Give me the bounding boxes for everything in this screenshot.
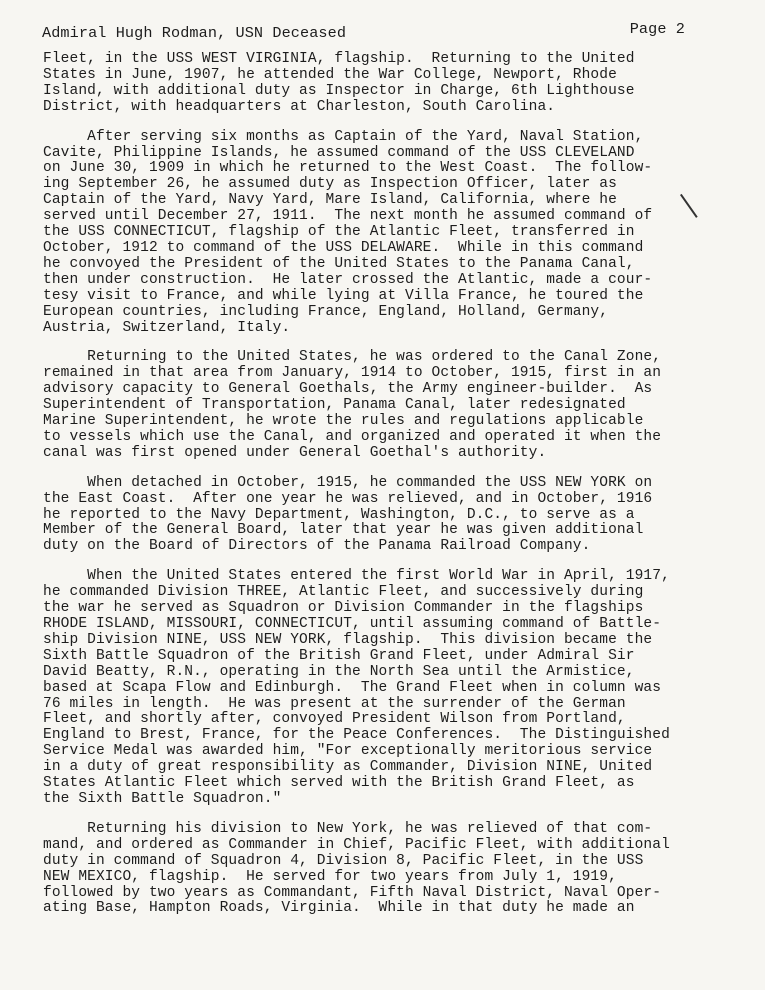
text-line: followed by two years as Commandant, Fifth Naval District, Naval Oper- (43, 884, 662, 901)
text-line: based at Scapa Flow and Edinburgh. The Grand Fleet when in column was (43, 679, 662, 696)
text-line: October, 1912 to command of the USS DELAWARE. While in this command (43, 239, 644, 256)
paragraph-6 (43, 822, 703, 917)
text-line: European countries, including France, England, Holland, Germany, (43, 303, 609, 320)
header-title: Admiral Hugh Rodman, USN Deceased (42, 24, 347, 42)
text-line: ating Base, Hampton Roads, Virginia. While in that duty he made an (43, 900, 635, 917)
text-line: duty on the Board of Directors of the Panama Railroad Company. (43, 538, 591, 555)
text-line: on June 30, 1909 in which he returned to the West Coast. The follow- (43, 160, 653, 177)
text-line: then under construction. He later crossed the Atlantic, made a cour- (43, 271, 653, 288)
text-line: Member of the General Board, later that year he was given additional (43, 522, 644, 539)
text-line: Sixth Battle Squadron of the British Grand Fleet, under Admiral Sir (43, 647, 635, 664)
text-line: ship Division NINE, USS NEW YORK, flagship. This division became the (43, 631, 653, 648)
text-line: remained in that area from January, 1914 to October, 1915, first in an (43, 365, 662, 382)
text-line: Marine Superintendent, he wrote the rules and regulations applicable (43, 413, 644, 430)
text-line: NEW MEXICO, flagship. He served for two years from July 1, 1919, (43, 868, 617, 885)
text-line: he convoyed the President of the United States to the Panama Canal, (43, 255, 635, 272)
text-line: Returning his division to New York, he was relieved of that com- (43, 820, 653, 837)
text-line: Fleet, and shortly after, convoyed President Wilson from Portland, (43, 711, 626, 728)
document-body (43, 52, 703, 931)
text-line: to vessels which use the Canal, and organized and operated it when the (43, 428, 662, 445)
text-line: in a duty of great responsibility as Commander, Division NINE, United (43, 759, 653, 776)
text-line: Island, with additional duty as Inspector in Charge, 6th Lighthouse (43, 82, 635, 99)
text-line: District, with headquarters at Charleston, South Carolina. (43, 98, 556, 115)
text-line: ing September 26, he assumed duty as Inspection Officer, later as (43, 176, 617, 193)
text-line: When the United States entered the first World War in April, 1917, (43, 568, 670, 585)
text-line: Fleet, in the USS WEST VIRGINIA, flagship. Returning to the United (43, 51, 635, 67)
paragraph-4 (43, 476, 703, 556)
text-line: canal was first opened under General Goethal's authority. (43, 444, 547, 461)
text-line: Cavite, Philippine Islands, he assumed command of the USS CLEVELAND (43, 144, 635, 161)
text-line: England to Brest, France, for the Peace Conferences. The Distinguished (43, 727, 670, 744)
text-line: After serving six months as Captain of the Yard, Naval Station, (43, 128, 644, 145)
text-line: States Atlantic Fleet which served with the British Grand Fleet, as (43, 775, 635, 792)
text-line: Service Medal was awarded him, "For exceptionally meritorious service (43, 743, 653, 760)
paragraph-3 (43, 350, 703, 461)
text-line: Austria, Switzerland, Italy. (43, 319, 291, 336)
text-line: the Sixth Battle Squadron." (43, 790, 282, 807)
paragraph-5 (43, 569, 703, 808)
text-line: tesy visit to France, and while lying at Villa France, he toured the (43, 287, 644, 304)
text-line: Superintendent of Transportation, Panama Canal, later redesignated (43, 397, 626, 414)
text-line: served until December 27, 1911. The next month he assumed command of (43, 208, 653, 225)
paragraph-1 (43, 52, 703, 116)
page-number: Page 2 (629, 20, 685, 38)
text-line: David Beatty, R.N., operating in the North Sea until the Armistice, (43, 663, 635, 680)
text-line: Returning to the United States, he was ordered to the Canal Zone, (43, 349, 662, 366)
paragraph-2 (43, 130, 703, 337)
text-line: the USS CONNECTICUT, flagship of the Atlantic Fleet, transferred in (43, 224, 635, 241)
text-line: the East Coast. After one year he was relieved, and in October, 1916 (43, 490, 653, 507)
text-line: he reported to the Navy Department, Washington, D.C., to serve as a (43, 506, 635, 523)
text-line: Captain of the Yard, Navy Yard, Mare Island, California, where he (43, 192, 617, 209)
text-line: the war he served as Squadron or Division Commander in the flagships (43, 600, 644, 617)
text-line: 76 miles in length. He was present at the surrender of the German (43, 695, 626, 712)
text-line: States in June, 1907, he attended the War College, Newport, Rhode (43, 66, 617, 83)
text-line: advisory capacity to General Goethals, the Army engineer-builder. As (43, 381, 653, 398)
text-line: mand, and ordered as Commander in Chief, Pacific Fleet, with additional (43, 836, 670, 853)
text-line: duty in command of Squadron 4, Division 8, Pacific Fleet, in the USS (43, 852, 644, 869)
text-line: RHODE ISLAND, MISSOURI, CONNECTICUT, until assuming command of Battle- (43, 616, 662, 632)
text-line: When detached in October, 1915, he commanded the USS NEW YORK on (43, 474, 653, 491)
text-line: he commanded Division THREE, Atlantic Fleet, and successively during (43, 584, 644, 601)
